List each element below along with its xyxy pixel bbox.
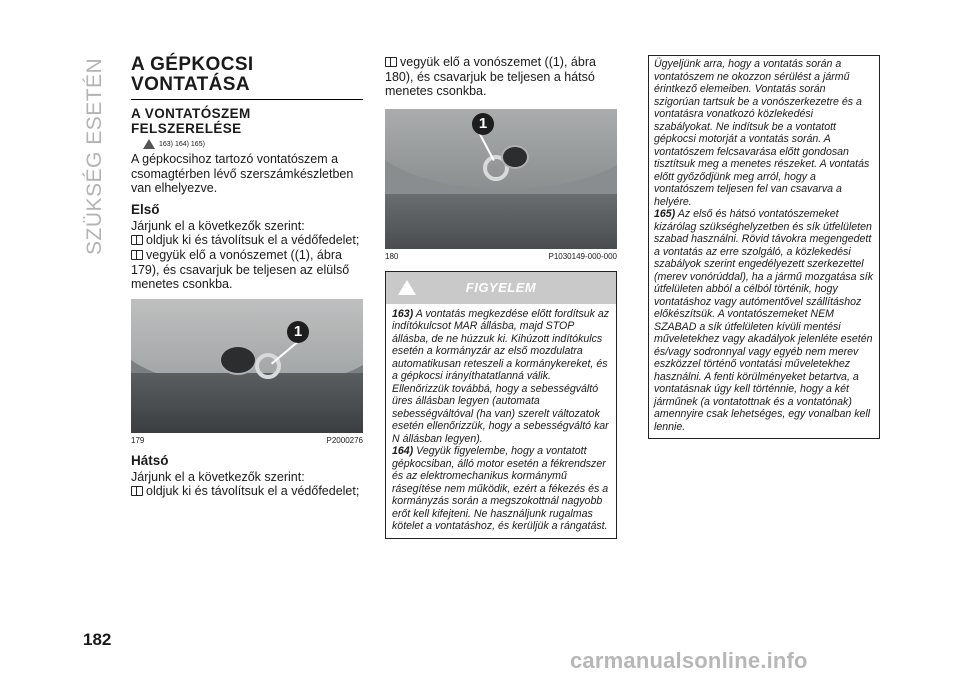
bumper-illustration: [131, 373, 363, 433]
column-2: [385, 55, 617, 539]
figure-caption: [385, 252, 617, 261]
warning-165: [654, 208, 874, 433]
rear-bumper-illustration: [385, 194, 617, 249]
warning-references: [143, 139, 363, 149]
warning-continued-text: Ügyeljünk arra, hogy a vontatás során a vontatószem ne okozzon sérülést a jármű érintkező elemeiben. Vontatás során szigorúan tartsuk be a vonószerkezetre és a vontatásra vonatkozó közlekedési szabályokat. Ne indítsuk be a vontatott gépkocsi motorját a vontatás során. A vontatószem felcsavarása előtt gondosan tisztítsuk meg a menetes részeket. A vontatás előtt győződjünk meg arról, hogy a vontatószem teljesen fel van csavarva a helyére.: [654, 58, 870, 208]
book-icon: [131, 235, 143, 245]
section-title: A GÉPKOCSI VONTATÁSA: [131, 54, 254, 95]
subsection-title: A VONTATÓSZEM FELSZERELÉSE: [131, 106, 251, 136]
figure-179: [131, 299, 363, 433]
book-icon: [131, 486, 143, 496]
warning-box-continued: [648, 55, 880, 439]
rear-step-1-text: oldjuk ki és távolítsuk el a védőfedelet;: [146, 484, 360, 499]
warning-164: [392, 445, 610, 533]
tow-hook-socket: [219, 345, 257, 375]
front-intro: Járjunk el a következők szerint:: [131, 218, 305, 233]
front-step-1: [131, 233, 363, 248]
figure-number: 180: [385, 251, 399, 261]
warning-body: [386, 304, 616, 538]
figure-code: P1030149-000-000: [548, 251, 617, 261]
figure-number: 179: [131, 435, 145, 445]
front-step-2-text: vegyük elő a vonószemet ((1), ábra 179), és csavarjuk be teljesen az elülső menetes csonkba.: [131, 247, 350, 292]
warning-title: FIGYELEM: [465, 280, 537, 296]
rear-step-2-text: vegyük elő a vonószemet ((1), ábra 180), és csavarjuk be teljesen a hátsó menetes csonkba.: [385, 55, 596, 99]
figure-caption: [131, 436, 363, 445]
callout-number: 1: [287, 321, 309, 343]
rear-intro: Járjunk el a következők szerint:: [131, 469, 305, 484]
section-side-tab: [83, 55, 113, 255]
warning-163-text: A vontatás megkezdése előtt fordítsuk az indítókulcsot MAR állásba, majd STOP állásba, de ne húzzuk ki. Kihúzott indítókulcs esetén a kormányzár az első mozdulatra automatikusan reteszeli a kormánykereket, és a gépkocsi irányíthatatlanná válik. Ellenőrizzük továbbá, hogy a sebességváltó üres állásban legyen (automata sebességváltóval (ha van) szerelt változatok esetén ellenőrizzük, hogy a sebességváltó kar N állásban legyen).: [392, 307, 610, 445]
warning-triangle-icon: [143, 139, 155, 149]
book-icon: [385, 57, 397, 67]
warning-163: [392, 308, 610, 446]
warning-165-ref: 165): [654, 208, 676, 220]
warning-reference-numbers: 163) 164) 165): [159, 140, 205, 148]
warning-164-text: Vegyük figyelembe, hogy a vontatott gépkocsiban, álló motor esetén a fékrendszer és az elektromechanikus kormánymű rásegítése nem működik, ezért a fékezés és a kormányzás során a megszokottnál nagyobb erőt kell kifejteni. Ne használjunk rugalmas kötelet a vontatáshoz, és kerüljük a rángatást.: [392, 445, 609, 533]
section-side-tab-label: SZÜKSÉG ESETÉN: [83, 57, 106, 255]
title-rule: [131, 99, 363, 100]
page-number: 182: [83, 630, 112, 649]
warning-header: [386, 272, 616, 304]
warning-165-text: Az első és hátsó vontatószemeket kizárólag szükséghelyzetben és sík útfelületen szabad használni. Rövid távokra megengedett a vontatás az erre szolgáló, a közlekedési szabályok szerint engedélyezett szerkezettel (merev vonórúddal), ha a jármű mozgatása sík útfelületen abból a célból történik, hogy vontatáshoz vagy autómentővel szállításhoz előkészítsük. A vontatószemeket NEM SZABAD a sík útfelületen kívüli mentési műveletekhez vagy akadályok jelenléte esetén és/vagy sodronnyal vagy egyéb nem merev eszközzel történő vontatási műveletekhez használni. A fenti körülményeket betartva, a vontatásnak úgy kell történnie, hogy a két járműnek (a vontatottnak és a vontatónak) amennyire csak lehetséges, egy vonalban kell lennie.: [654, 208, 874, 433]
figure-code: P2000276: [326, 435, 363, 445]
column-3: [648, 55, 880, 439]
front-heading: Első: [131, 201, 160, 217]
figure-180: [385, 109, 617, 249]
callout-number: 1: [472, 113, 494, 135]
front-step-1-text: oldjuk ki és távolítsuk el a védőfedelet;: [146, 233, 360, 248]
warning-box: [385, 271, 617, 539]
warning-triangle-icon: [398, 280, 416, 295]
watermark: carmanualsonline.info: [570, 648, 808, 673]
rear-step-1: [131, 484, 363, 499]
warning-163-ref: 163): [392, 307, 414, 320]
column-1: [131, 55, 363, 499]
rear-step-2: [385, 55, 617, 99]
warning-164-ref: 164): [392, 445, 414, 458]
tow-hook-socket: [501, 145, 529, 169]
intro-text: A gépkocsihoz tartozó vontatószem a csomagtérben lévő szerszámkészletben van elhelyezve.: [131, 152, 354, 196]
rear-heading: Hátsó: [131, 452, 169, 468]
book-icon: [131, 250, 143, 260]
front-step-2: [131, 248, 363, 292]
